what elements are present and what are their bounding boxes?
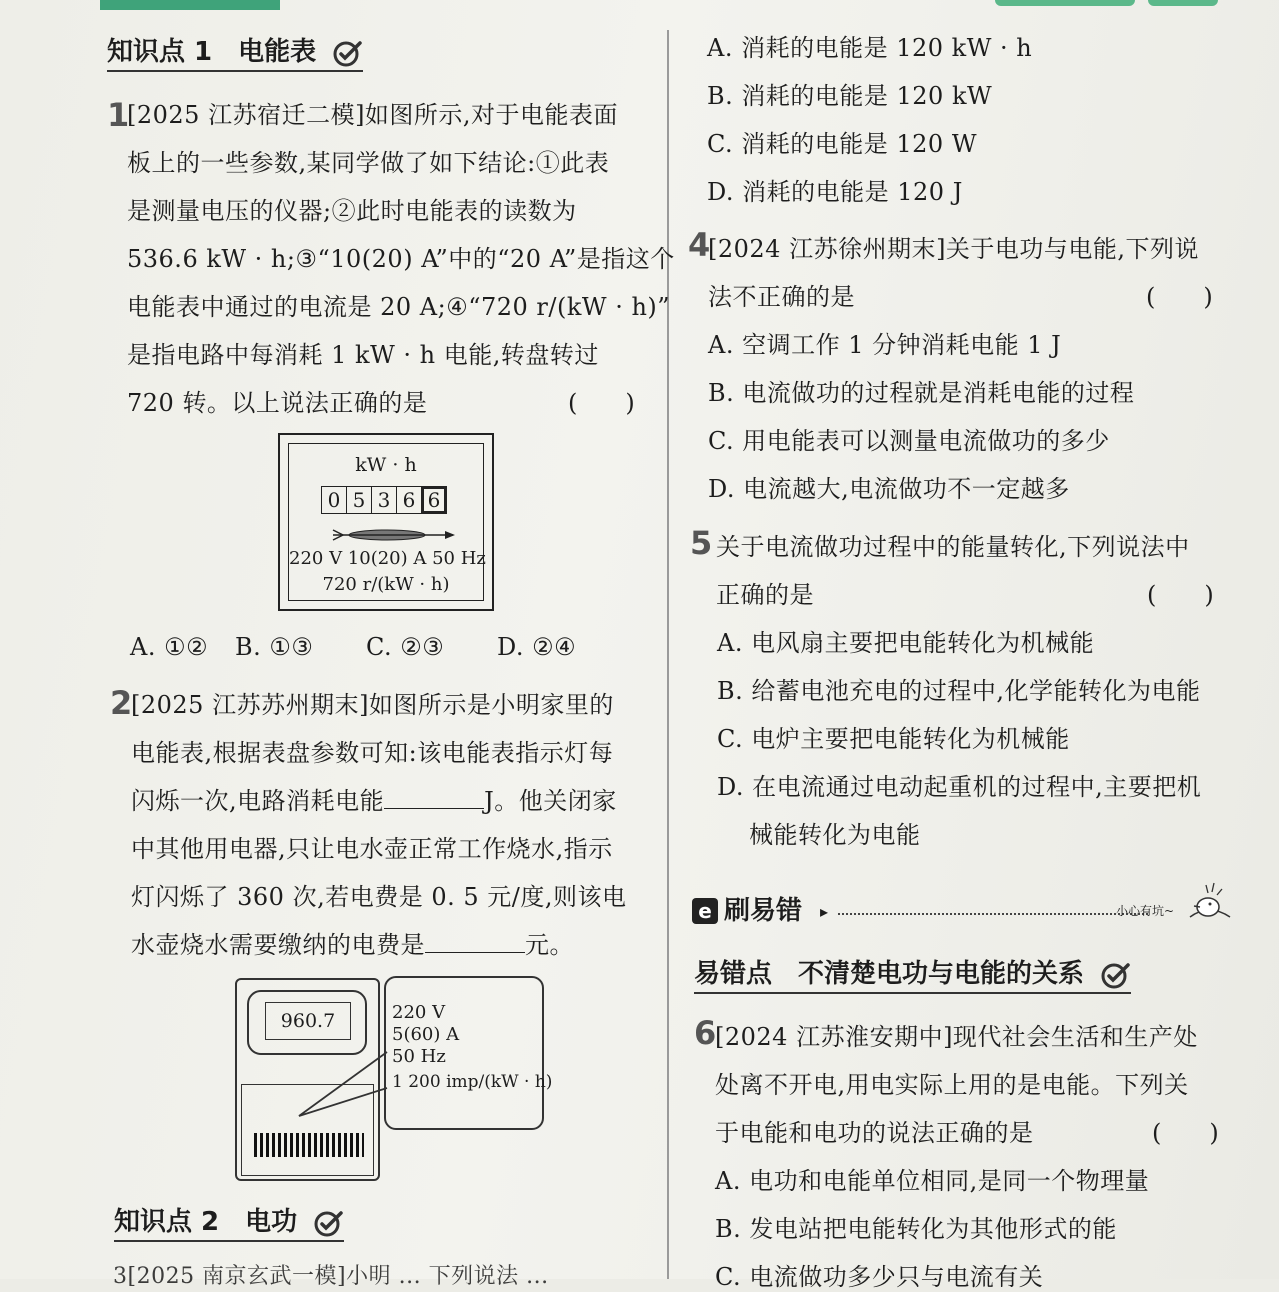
question-text-line: [2024 江苏淮安期中]现代社会生活和生产处 xyxy=(715,1023,1198,1051)
question-number: 6 xyxy=(694,1014,717,1052)
section-heading-text: 易错点 不清楚电功与电能的关系 xyxy=(694,959,1085,989)
meter-digit: 6 xyxy=(397,487,422,513)
question-text-cut-off: 3[2025 南京玄武一模]小明 ... 下列说法 ... xyxy=(113,1264,549,1289)
meter-reading: 960.7 xyxy=(265,1002,351,1040)
meter-digit-decimal: 6 xyxy=(422,487,446,513)
option-b: B. 发电站把电能转化为其他形式的能 xyxy=(715,1215,1117,1243)
meter-inner-frame xyxy=(288,443,484,601)
mistake-bar-tip: 小心有坑~ xyxy=(1116,904,1175,918)
question-text-line xyxy=(131,930,574,960)
option-c: C. 电流做功多少只与电流有关 xyxy=(715,1263,1044,1291)
meter-spec-line: 220 V xyxy=(392,1002,446,1023)
mistake-bar-title: 刷易错 xyxy=(724,896,803,926)
question-text-line: 536.6 kW · h;③“10(20) A”中的“20 A”是指这个 xyxy=(127,245,675,273)
e-badge-icon: e xyxy=(692,898,718,924)
option-d: D. ②④ xyxy=(497,633,577,661)
option-d: D. 在电流通过电动起重机的过程中,主要把机 xyxy=(717,773,1202,801)
mascot-bird-icon xyxy=(1184,873,1234,923)
option-b: B. 消耗的电能是 120 kW xyxy=(707,82,993,110)
question-text-line: 法不正确的是 xyxy=(708,283,855,311)
pencil-check-icon xyxy=(333,39,363,67)
question-text-line: 板上的一些参数,某同学做了如下结论:①此表 xyxy=(127,149,610,177)
pencil-check-icon xyxy=(314,1209,344,1237)
option-b: B. 给蓄电池充电的过程中,化学能转化为电能 xyxy=(717,677,1201,705)
meter-display-frame xyxy=(247,990,367,1055)
question-text-line: 于电能和电功的说法正确的是 xyxy=(715,1119,1034,1147)
question-text-line xyxy=(131,786,617,816)
question-text-line: 中其他用电器,只让电水壶正常工作烧水,指示 xyxy=(131,835,613,863)
option-a: A. 消耗的电能是 120 kW · h xyxy=(707,34,1033,62)
top-color-strip xyxy=(100,0,280,10)
option-a: A. ①② xyxy=(130,633,209,661)
question-text-line: 电能表中通过的电流是 20 A;④“720 r/(kW · h)” xyxy=(127,293,671,321)
mistake-point-heading xyxy=(694,958,1131,994)
dotted-divider xyxy=(838,913,1148,915)
top-tab-strip xyxy=(1148,0,1218,6)
option-d: D. 电流越大,电流做功不一定越多 xyxy=(708,475,1070,503)
option-c: C. ②③ xyxy=(366,633,445,661)
section-heading-1 xyxy=(107,36,363,72)
mistake-practice-bar xyxy=(692,895,1232,929)
option-a: A. 电风扇主要把电能转化为机械能 xyxy=(717,629,1095,657)
question-text-line: 关于电流做功过程中的能量转化,下列说法中 xyxy=(716,533,1190,561)
question-text: J。他关闭家 xyxy=(484,787,617,815)
question-text-line: 处离不开电,用电实际上用的是电能。下列关 xyxy=(715,1071,1189,1099)
question-text-line: [2025 江苏苏州期末]如图所示是小明家里的 xyxy=(131,691,614,719)
option-a: A. 电功和电能单位相同,是同一个物理量 xyxy=(715,1167,1150,1195)
arrow-right-icon: ▸ xyxy=(820,902,829,921)
option-c: C. 用电能表可以测量电流做功的多少 xyxy=(708,427,1110,455)
question-number: 4 xyxy=(688,226,711,264)
rotating-disc-icon xyxy=(329,527,459,543)
meter-spec-line: 720 r/(kW · h) xyxy=(322,574,450,595)
answer-parentheses: ( ) xyxy=(1146,283,1213,311)
answer-parentheses: ( ) xyxy=(568,389,635,417)
question-text-line: 正确的是 xyxy=(716,581,814,609)
section-heading-text: 知识点 1 电能表 xyxy=(107,37,317,67)
question-text-line: 电能表,根据表盘参数可知:该电能表指示灯每 xyxy=(131,739,614,767)
question-text-line: 是测量电压的仪器;②此时电能表的读数为 xyxy=(127,197,577,225)
meter-spec-line: 1 200 imp/(kW · h) xyxy=(392,1072,553,1092)
pencil-check-icon xyxy=(1101,961,1131,989)
section-heading-2 xyxy=(114,1206,344,1242)
option-b: B. 电流做功的过程就是消耗电能的过程 xyxy=(708,379,1135,407)
meter-spec-line: 220 V 10(20) A 50 Hz xyxy=(289,548,486,569)
barcode-icon xyxy=(254,1133,364,1157)
question-text: 元。 xyxy=(525,931,574,959)
question-number: 5 xyxy=(690,524,713,562)
meter-digit: 5 xyxy=(347,487,372,513)
meter-spec-callout xyxy=(384,976,553,1130)
question-text-line: 是指电路中每消耗 1 kW · h 电能,转盘转过 xyxy=(127,341,599,369)
meter-digit-display xyxy=(321,486,447,514)
option-b: B. ①③ xyxy=(235,633,314,661)
meter-digit: 0 xyxy=(322,487,347,513)
question-text-line: [2025 江苏宿迁二模]如图所示,对于电能表面 xyxy=(127,101,619,129)
option-c: C. 消耗的电能是 120 W xyxy=(707,130,977,158)
meter-spec-line: 5(60) A xyxy=(392,1024,460,1045)
callout-pointer xyxy=(295,1050,395,1120)
question-number: 2 xyxy=(110,684,133,722)
question-text-line: 720 转。以上说法正确的是 xyxy=(127,389,428,417)
option-d-continued: 械能转化为电能 xyxy=(749,821,921,849)
option-a: A. 空调工作 1 分钟消耗电能 1 J xyxy=(708,331,1062,359)
option-c: C. 电炉主要把电能转化为机械能 xyxy=(717,725,1070,753)
question-number: 1 xyxy=(107,96,130,134)
question-text: 闪烁一次,电路消耗电能 xyxy=(131,787,385,815)
question-text-line: 灯闪烁了 360 次,若电费是 0. 5 元/度,则该电 xyxy=(131,883,627,911)
fill-blank[interactable] xyxy=(425,932,525,953)
meter-unit-label: kW · h xyxy=(355,454,417,476)
fill-blank[interactable] xyxy=(384,788,484,809)
meter-spec-line: 50 Hz xyxy=(392,1046,446,1067)
question-text: 水壶烧水需要缴纳的电费是 xyxy=(131,931,425,959)
question-text-line: [2024 江苏徐州期末]关于电功与电能,下列说 xyxy=(708,235,1200,263)
meter-digit: 3 xyxy=(372,487,397,513)
top-tab-strip xyxy=(995,0,1135,6)
energy-meter-figure-1 xyxy=(278,433,494,611)
answer-parentheses: ( ) xyxy=(1152,1119,1219,1147)
section-heading-text: 知识点 2 电功 xyxy=(114,1207,298,1237)
column-divider xyxy=(667,30,669,1279)
option-d: D. 消耗的电能是 120 J xyxy=(707,178,963,206)
answer-parentheses: ( ) xyxy=(1147,581,1214,609)
